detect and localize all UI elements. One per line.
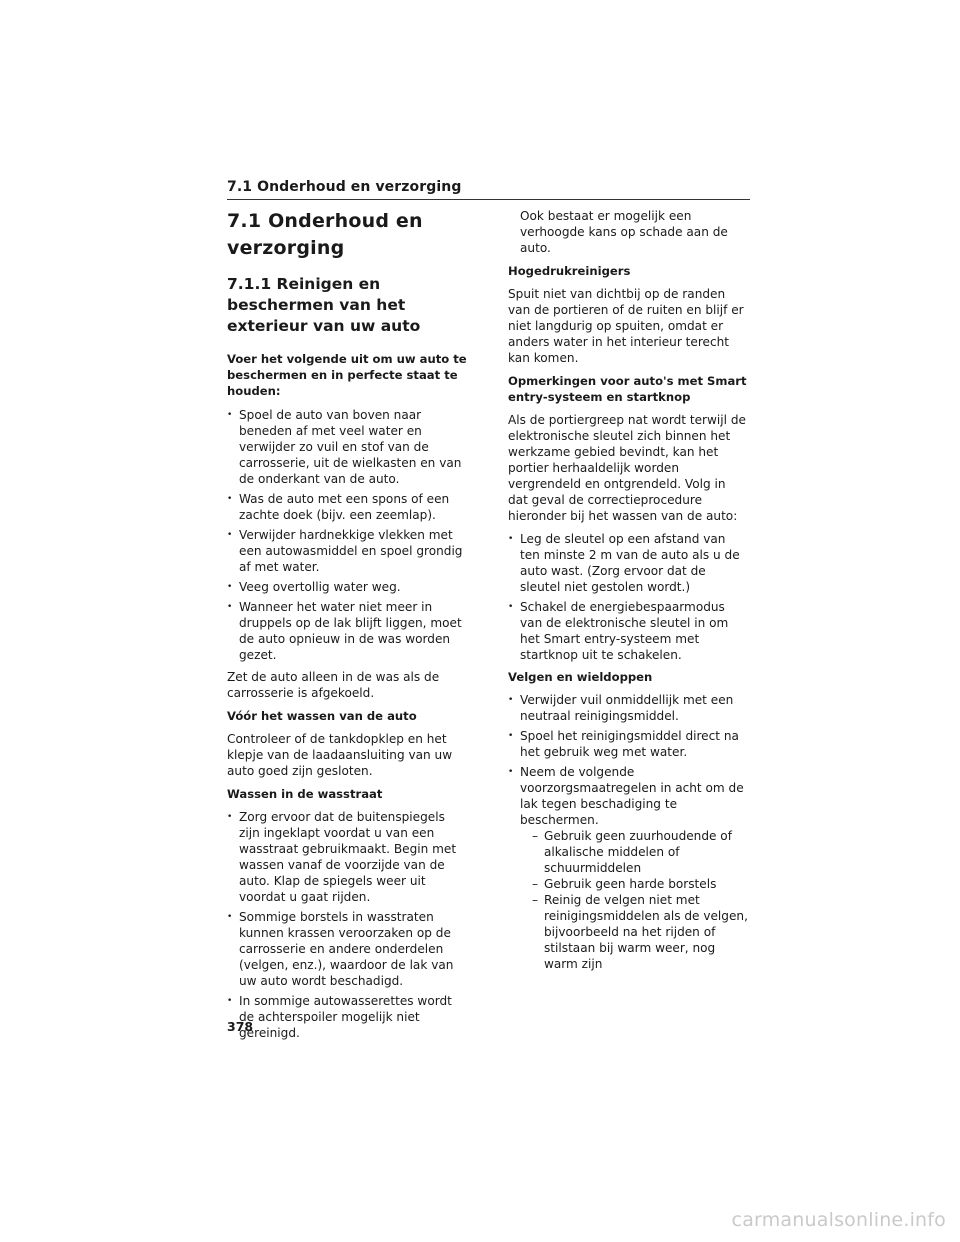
smart-entry-list — [508, 531, 748, 663]
list-item: • Leg de sleutel op een afstand van ten minste 2 m van de auto als u de auto wast. (Zorg ervoor dat de sleutel niet gestolen wordt.) — [508, 531, 748, 595]
care-steps-list — [227, 407, 467, 663]
list-item: • Spoel de auto van boven naar beneden af met veel water en verwijder zo vuil en stof van de carrosserie, uit de wielkasten en van de onderkant van de auto. — [227, 407, 467, 487]
header-divider — [227, 199, 750, 200]
page-number: 378 — [227, 1019, 254, 1034]
continued-bullet-text: Ook bestaat er mogelijk een verhoogde kans op schade aan de auto. — [520, 209, 728, 255]
list-item: • Spoel het reinigingsmiddel direct na het gebruik weg met water. — [508, 728, 748, 760]
running-header: 7.1 Onderhoud en verzorging — [227, 179, 462, 195]
list-item: • Was de auto met een spons of een zachte doek (bijv. een zeemlap). — [227, 491, 467, 523]
list-item: • Veeg overtollig water weg. — [227, 579, 467, 595]
list-item: • In sommige autowasserettes wordt de achterspoiler mogelijk niet gereinigd. — [227, 993, 467, 1041]
carwash-list — [227, 809, 467, 1041]
intro-lead: Voer het volgende uit om uw auto te beschermen en in perfecte staat te houden: — [227, 352, 467, 398]
list-item: • Zorg ervoor dat de buitenspiegels zijn ingeklapt voordat u van een wasstraat gebruikmaakt. Begin met wassen vanaf de voorzijde van de auto. Klap de spiegels weer uit voordat u gaat rijden. — [227, 809, 467, 905]
cool-body-paragraph: Zet de auto alleen in de was als de carrosserie is afgekoeld. — [227, 670, 440, 700]
pressure-washer-paragraph: Spuit niet van dichtbij op de randen van de portieren of de ruiten en blijf er niet langdurig op spuiten, omdat er anders water in het interieur terecht kan komen. — [508, 287, 744, 365]
wheels-list — [508, 692, 748, 972]
section-title: 7.1 Onderhoud en verzorging — [227, 210, 423, 259]
list-item: • Schakel de energiebespaarmodus van de elektronische sleutel in om het Smart entry-systeem met startknop uit te schakelen. — [508, 599, 748, 663]
watermark: carmanualsonline.info — [731, 1209, 946, 1231]
list-item: • Verwijder hardnekkige vlekken met een autowasmiddel en spoel grondig af met water. — [227, 527, 467, 575]
list-item-text: Neem de volgende voorzorgsmaatregelen in acht om de lak tegen beschadiging te beschermen. — [520, 765, 744, 827]
list-item: • Wanneer het water niet meer in druppels op de lak blijft liggen, moet de auto opnieuw in de was worden gezet. — [227, 599, 467, 663]
before-wash-heading: Vóór het wassen van de auto — [227, 709, 417, 723]
before-wash-paragraph: Controleer of de tankdopklep en het klepje van de laadaansluiting van uw auto goed zijn gesloten. — [227, 732, 453, 778]
sublist-item: – Gebruik geen harde borstels — [532, 876, 748, 892]
right-column — [508, 208, 748, 978]
list-item: • Sommige borstels in wasstraten kunnen krassen veroorzaken op de carrosserie en andere onderdelen (velgen, enz.), waardoor de lak van uw auto wordt beschadigd. — [227, 909, 467, 989]
left-column — [227, 208, 467, 1047]
subsection-title: 7.1.1 Reinigen en beschermen van het exterieur van uw auto — [227, 275, 421, 335]
smart-entry-paragraph: Als de portiergreep nat wordt terwijl de elektronische sleutel zich binnen het werkzame gebied bevindt, kan het portier herhaaldelijk worden vergrendeld en ontgrendeld. Volg in dat geval de correctieprocedure hieronder bij het wassen van de auto: — [508, 413, 746, 523]
sublist-item: – Reinig de velgen niet met reinigingsmiddelen als de velgen, bijvoorbeeld na het rijden of stilstaan bij warm weer, nog warm zijn — [532, 892, 748, 972]
precautions-sublist — [520, 828, 748, 972]
smart-entry-heading: Opmerkingen voor auto's met Smart entry-systeem en startknop — [508, 374, 747, 404]
wheels-heading: Velgen en wieldoppen — [508, 670, 653, 684]
pressure-washer-heading: Hogedrukreinigers — [508, 264, 631, 278]
carwash-heading: Wassen in de wasstraat — [227, 787, 383, 801]
list-item — [508, 764, 748, 972]
list-item: • Verwijder vuil onmiddellijk met een neutraal reinigingsmiddel. — [508, 692, 748, 724]
sublist-item: – Gebruik geen zuurhoudende of alkalische middelen of schuurmiddelen — [532, 828, 748, 876]
